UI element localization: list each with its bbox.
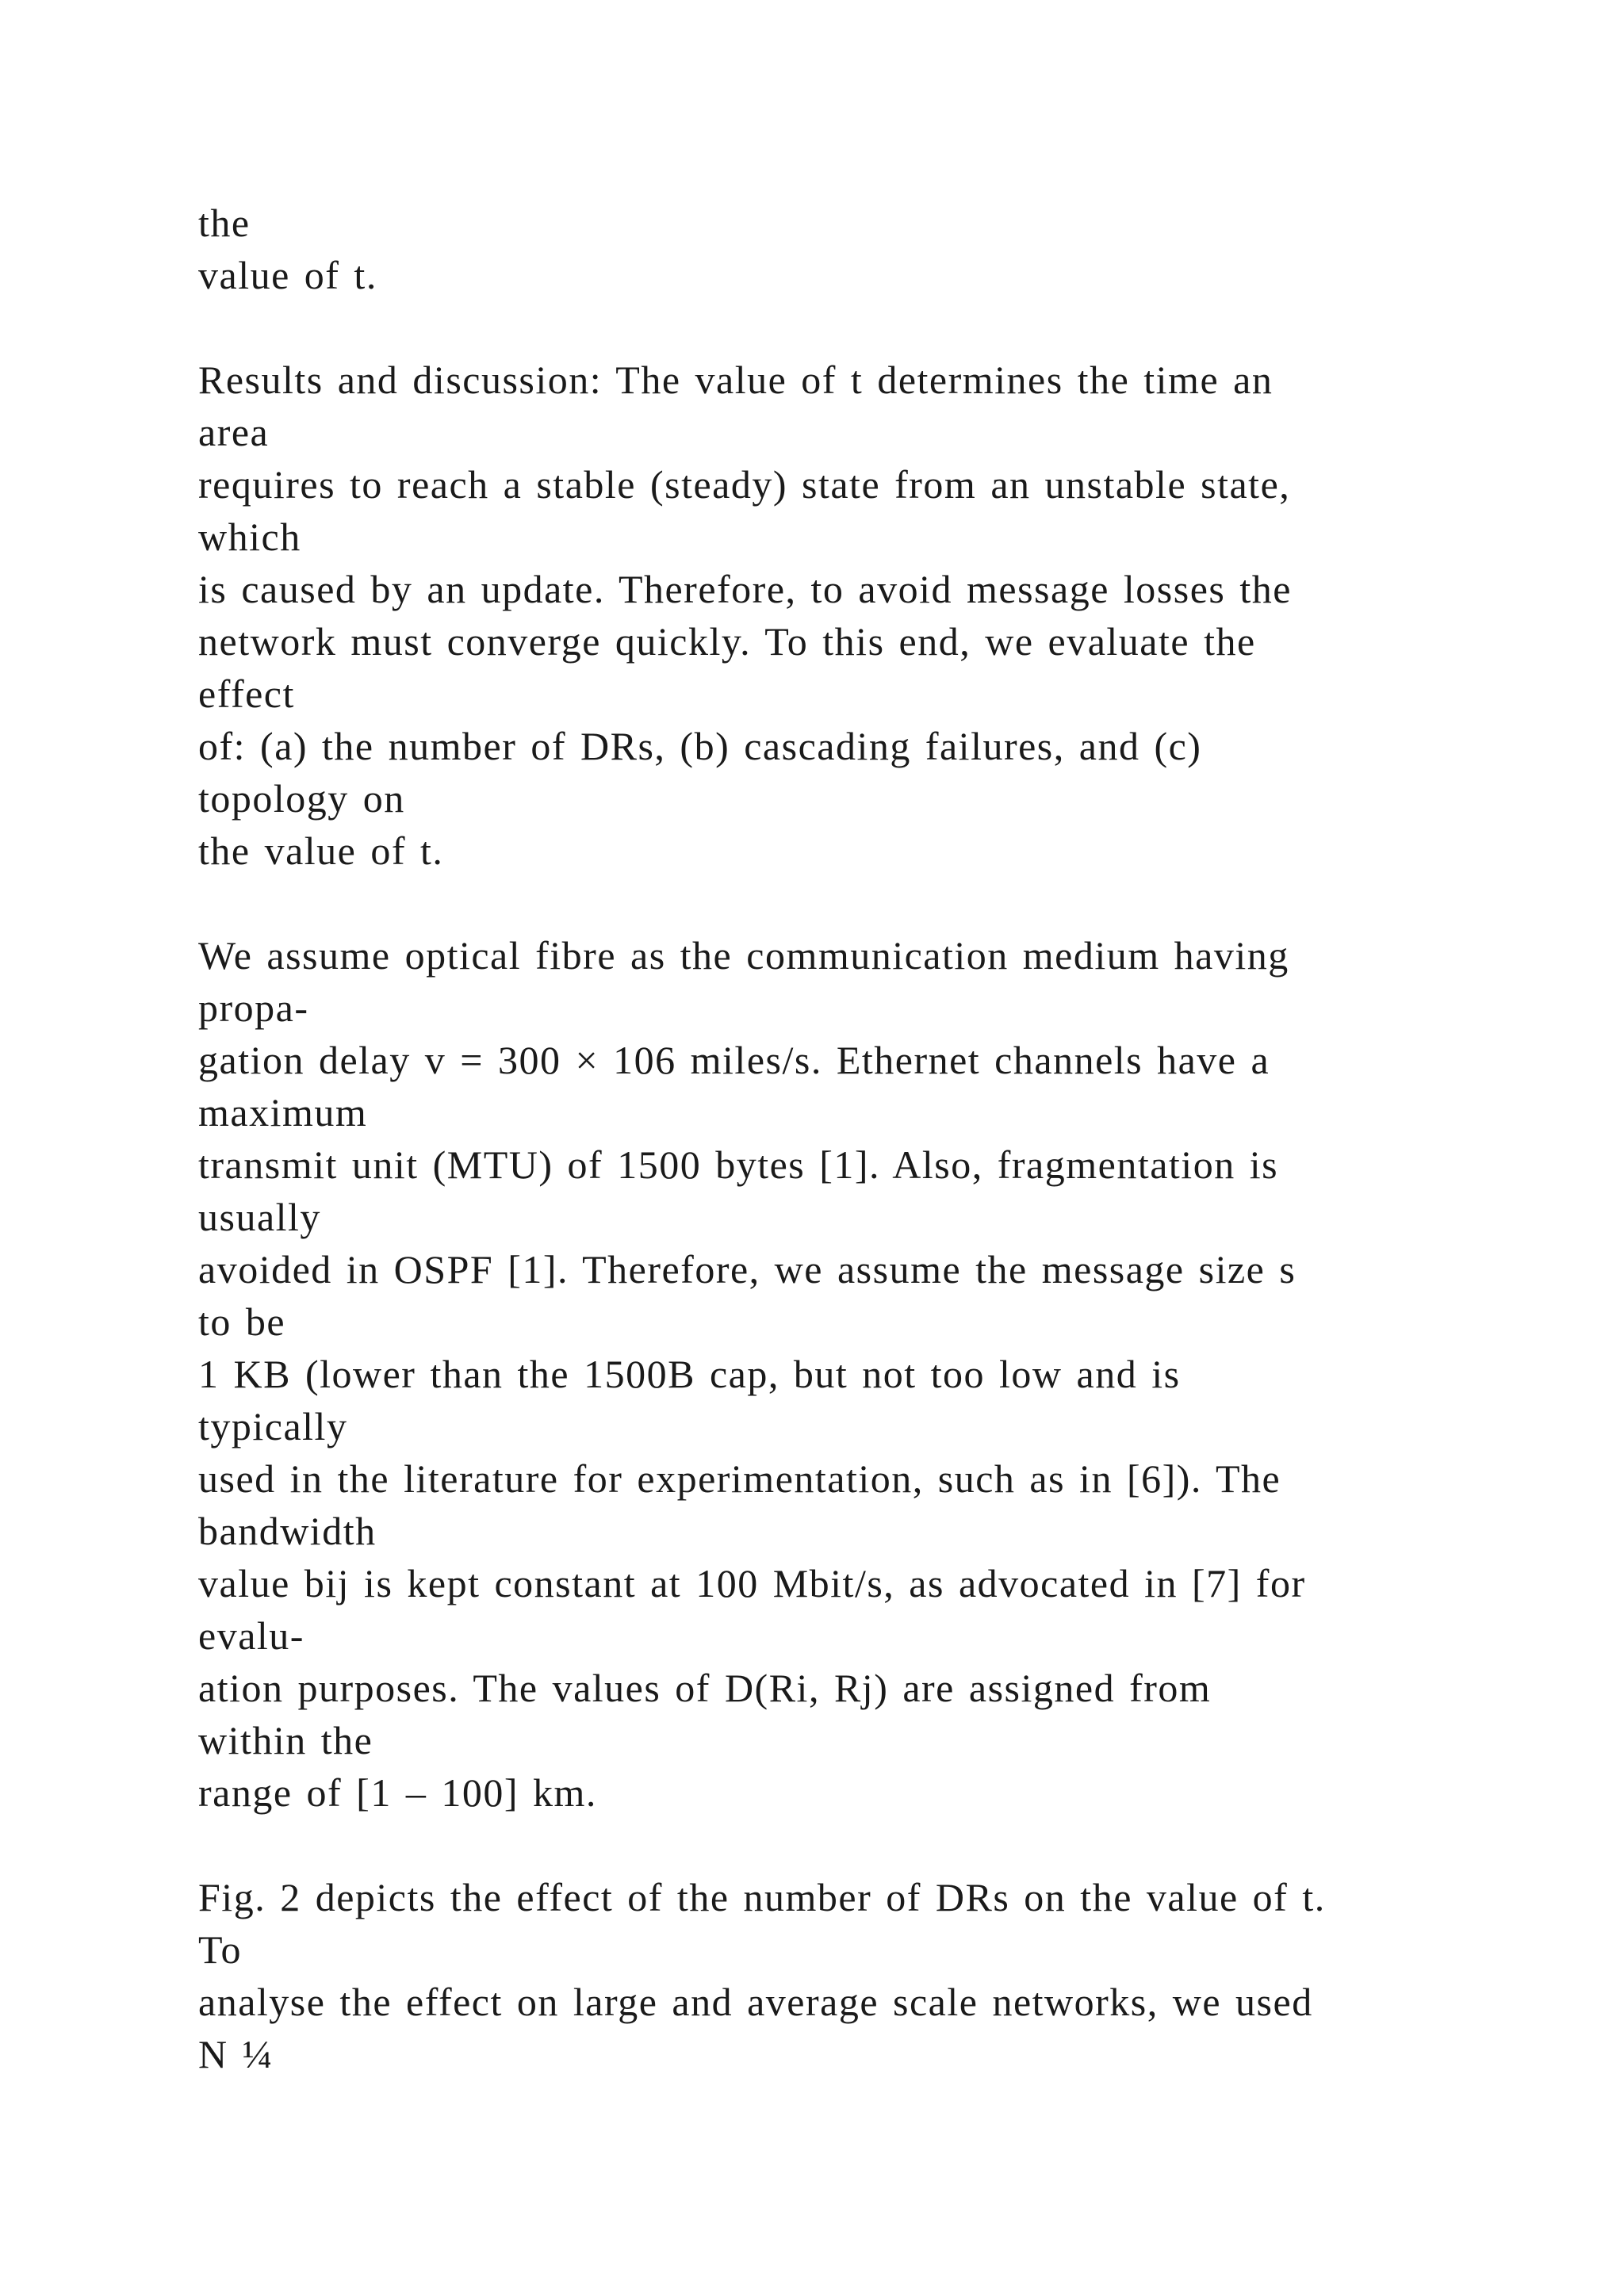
text-line: ation purposes. The values of D(Ri, Rj) are assigned from <box>198 1666 1212 1710</box>
text-line: usually <box>198 1195 321 1239</box>
document-body <box>198 197 1507 2080</box>
text-line: value of t. <box>198 253 377 297</box>
paragraph-3 <box>198 929 1507 1819</box>
text-line: the <box>198 201 251 245</box>
text-line: of: (a) the number of DRs, (b) cascading failures, and (c) <box>198 724 1202 768</box>
text-line: Results and discussion: The value of t determines the time an <box>198 358 1274 402</box>
text-line: topology on <box>198 776 405 821</box>
text-line: the value of t. <box>198 828 444 873</box>
paragraph-gap <box>198 877 1507 929</box>
paragraph-1 <box>198 197 1507 301</box>
text-line: To <box>198 1927 243 1972</box>
paragraph-gap <box>198 301 1507 354</box>
text-line: Fig. 2 depicts the effect of the number of DRs on the value of t. <box>198 1875 1326 1919</box>
paragraph-gap <box>198 1819 1507 1871</box>
text-line: to be <box>198 1299 286 1344</box>
text-line: typically <box>198 1404 348 1448</box>
text-line: network must converge quickly. To this end, we evaluate the <box>198 619 1256 664</box>
text-line: effect <box>198 672 295 716</box>
text-line: evalu- <box>198 1613 304 1658</box>
text-line: We assume optical fibre as the communication medium having <box>198 933 1289 978</box>
text-line: value bij is kept constant at 100 Mbit/s, as advocated in [7] for <box>198 1561 1306 1605</box>
text-line: propa- <box>198 985 309 1030</box>
text-line: transmit unit (MTU) of 1500 bytes [1]. Also, fragmentation is <box>198 1142 1279 1187</box>
paragraph-4 <box>198 1871 1507 2080</box>
text-line: maximum <box>198 1090 368 1135</box>
text-line: range of [1 – 100] km. <box>198 1770 597 1815</box>
text-line: area <box>198 410 270 454</box>
text-line: analyse the effect on large and average scale networks, we used <box>198 1980 1313 2024</box>
paragraph-2 <box>198 354 1507 877</box>
text-line: 1 KB (lower than the 1500B cap, but not too low and is <box>198 1352 1181 1396</box>
text-line: is caused by an update. Therefore, to avoid message losses the <box>198 567 1292 611</box>
text-line: which <box>198 515 301 559</box>
text-line: gation delay v = 300 × 106 miles/s. Ethernet channels have a <box>198 1038 1270 1082</box>
text-line: avoided in OSPF [1]. Therefore, we assume the message size s <box>198 1247 1297 1292</box>
text-line: N ¼ <box>198 2032 274 2076</box>
text-line: requires to reach a stable (steady) state from an unstable state, <box>198 462 1291 507</box>
text-line: used in the literature for experimentation, such as in [6]). The <box>198 1456 1281 1501</box>
text-line: bandwidth <box>198 1509 377 1553</box>
text-line: within the <box>198 1718 373 1762</box>
